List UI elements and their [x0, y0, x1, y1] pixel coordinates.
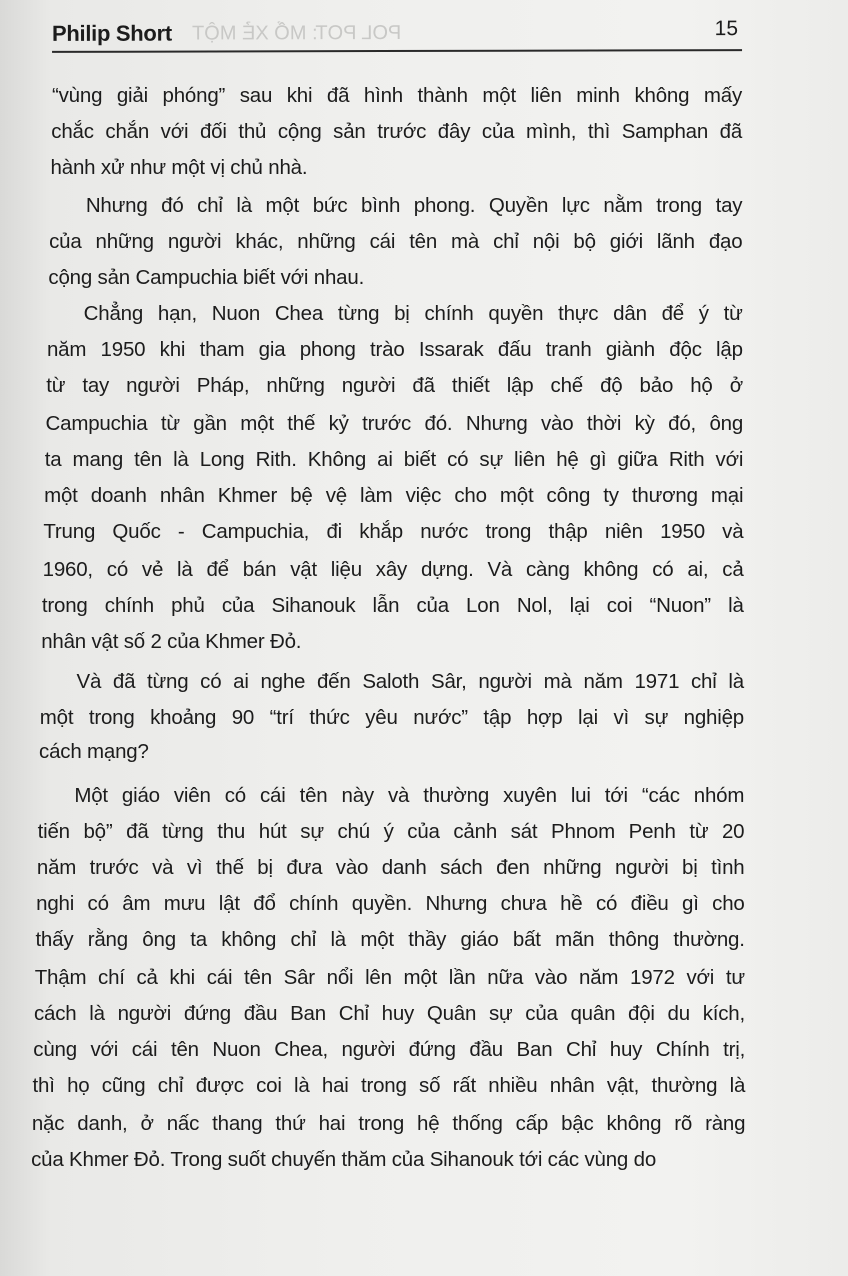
text-line: 1960, có vẻ là để bán vật liệu xây dựng. Và càng không có ai, cả: [42, 558, 744, 581]
text-line: năm trước và vì thế bị đưa vào danh sách đen những người bị tình: [36, 856, 745, 879]
text-line: một trong khoảng 90 “trí thức yêu nước” tập hợp lại vì sự nghiệp: [39, 706, 745, 729]
text-line: tiến bộ” đã từng thu hút sự chú ý của cảnh sát Phnom Penh từ 20: [37, 820, 745, 843]
text-line: cùng với cái tên Nuon Chea, người đứng đầu Ban Chỉ huy Chính trị,: [33, 1038, 746, 1061]
text-line: chắc chắn với đối thủ cộng sản trước đây của mình, thì Samphan đã: [51, 120, 743, 143]
text-line: Một giáo viên có cái tên này và thường xuyên lui tới “các nhóm: [74, 784, 745, 807]
text-line: Campuchia từ gần một thế kỷ trước đó. Nhưng vào thời kỳ đó, ông: [45, 412, 744, 435]
text-line: của những người khác, những cái tên mà chỉ nội bộ giới lãnh đạo: [49, 230, 743, 253]
text-line: ta mang tên là Long Rith. Không ai biết có sự liên hệ gì giữa Rith với: [44, 448, 744, 471]
text-line: cách là người đứng đầu Ban Chỉ huy Quân sự của quân đội du kích,: [34, 1002, 745, 1025]
text-line: của Khmer Đỏ. Trong suốt chuyến thăm của Sihanouk tới các vùng do: [31, 1148, 657, 1171]
text-line: Và đã từng có ai nghe đến Saloth Sâr, người mà năm 1971 chỉ là: [76, 670, 744, 693]
text-line: cộng sản Campuchia biết với nhau.: [48, 266, 365, 289]
page-number: 15: [714, 17, 739, 41]
text-line: nặc danh, ở nấc thang thứ hai trong hệ thống cấp bậc không rõ ràng: [31, 1112, 746, 1135]
text-line: Chẳng hạn, Nuon Chea từng bị chính quyền thực dân để ý từ: [83, 302, 743, 325]
text-line: thấy rằng ông ta không chỉ là một thầy giáo bất mãn thông thường.: [35, 928, 745, 951]
running-header: [52, 17, 742, 53]
text-line: một doanh nhân Khmer bệ vệ làm việc cho một công ty thương mại: [44, 484, 744, 507]
bleed-through-text: POL POT: MỔ XẺ MỘT: [191, 21, 402, 45]
text-line: Trung Quốc - Campuchia, đi khắp nước trong thập niên 1950 và: [43, 520, 744, 543]
text-line: năm 1950 khi tham gia phong trào Issarak đấu tranh giành độc lập: [46, 338, 743, 361]
text-line: Thậm chí cả khi cái tên Sâr nổi lên một lần nữa vào năm 1972 với tư: [34, 966, 745, 989]
text-line: cách mạng?: [39, 740, 149, 763]
text-line: trong chính phủ của Sihanouk lẫn của Lon Nol, lại coi “Nuon” là: [41, 594, 744, 617]
text-line: “vùng giải phóng” sau khi đã hình thành một liên minh không mấy: [52, 84, 742, 107]
text-line: nghi có âm mưu lật đổ chính quyền. Nhưng chưa hề có điều gì cho: [36, 892, 745, 915]
text-line: nhân vật số 2 của Khmer Đỏ.: [41, 630, 302, 653]
header-author: Philip Short: [51, 20, 172, 46]
text-line: thì họ cũng chỉ được coi là hai trong số rất nhiều nhân vật, thường là: [32, 1074, 746, 1097]
text-line: từ tay người Pháp, những người đã thiết lập chế độ bảo hộ ở: [46, 374, 743, 397]
text-line: Nhưng đó chỉ là một bức bình phong. Quyền lực nằm trong tay: [85, 194, 743, 217]
text-line: hành xử như một vị chủ nhà.: [50, 156, 308, 179]
